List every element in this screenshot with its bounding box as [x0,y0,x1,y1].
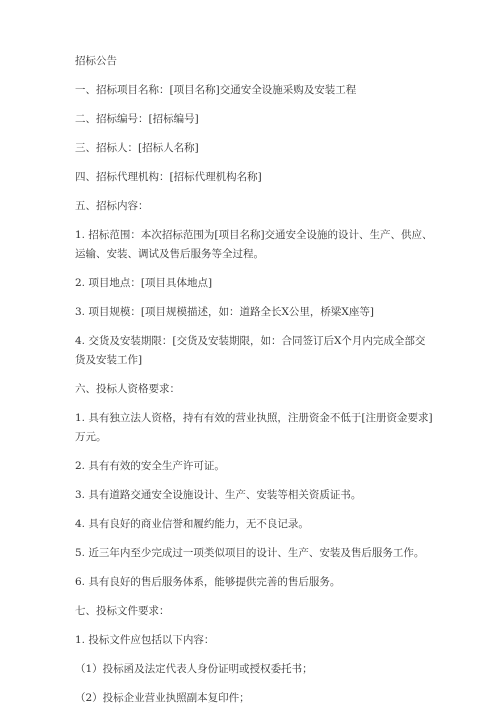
qualification-item-1: 1. 具有独立法人资格，持有有效的营业执照，注册资金不低于[注册资金要求]万元。 [75,412,433,443]
section-tender-number: 二、招标编号：[招标编号] [75,113,199,125]
document-title: 招标公告 [75,55,117,67]
section-bid-docs-heading: 七、投标文件要求： [75,605,170,617]
bid-docs-subitem-2: （2）投标企业营业执照副本复印件； [75,692,250,704]
section-agency: 四、招标代理机构：[招标代理机构名称] [75,171,262,183]
qualification-item-3: 3. 具有道路交通安全设施设计、生产、安装等相关资质证书。 [75,489,362,501]
section-project-name: 一、招标项目名称：[项目名称]交通安全设施采购及安装工程 [75,84,357,96]
document-body [75,52,435,718]
qualification-item-5: 5. 近三年内至少完成过一项类似项目的设计、生产、安装及售后服务工作。 [75,547,425,559]
qualification-item-4: 4. 具有良好的商业信誉和履约能力，无不良记录。 [75,518,309,530]
section-content-heading: 五、招标内容： [75,200,149,212]
content-item-scale: 3. 项目规模：[项目规模描述，如：道路全长X公里，桥梁X座等] [75,306,374,318]
section-tenderer: 三、招标人：[招标人名称] [75,142,199,154]
section-qualification-heading: 六、投标人资格要求： [75,383,180,395]
bid-docs-subitem-1: （1）投标函及法定代表人身份证明或授权委托书； [75,663,313,675]
qualification-item-2: 2. 具有有效的安全生产许可证。 [75,460,225,472]
content-item-location: 2. 项目地点：[项目具体地点] [75,277,213,289]
bid-docs-item-1: 1. 投标文件应包括以下内容： [75,634,215,646]
qualification-item-6: 6. 具有良好的售后服务体系，能够提供完善的售后服务。 [75,576,341,588]
content-item-scope: 1. 招标范围：本次招标范围为[项目名称]交通安全设施的设计、生产、供应、运输、安装、调试及售后服务等全过程。 [75,229,433,260]
content-item-delivery: 4. 交货及安装期限：[交货及安装期限，如：合同签订后X个月内完成全部交货及安装工作] [75,335,426,366]
